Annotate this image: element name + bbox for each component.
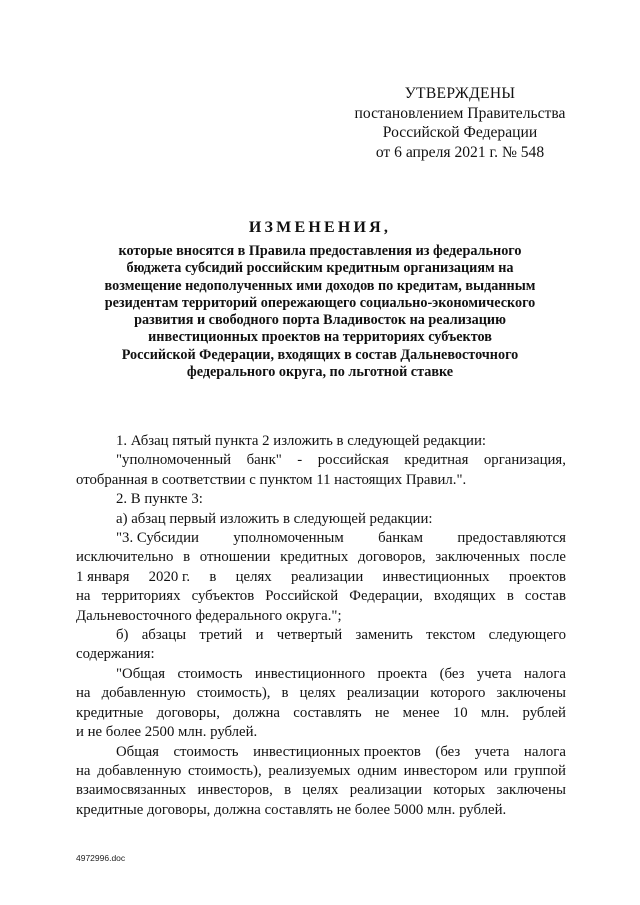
subtitle-line: развития и свободного порта Владивосток на реализацию: [134, 312, 506, 329]
body-word: 10: [452, 704, 468, 721]
body-word: реализации: [346, 685, 420, 702]
body-word: состав: [524, 588, 566, 605]
body-word: одним: [357, 762, 397, 779]
body-word: и: [255, 627, 264, 644]
body-word: Общая: [116, 743, 159, 760]
body-word: стоимость),: [187, 762, 262, 779]
body-word: "Общая: [116, 665, 166, 682]
body-word: на: [76, 762, 91, 779]
body-word: кредитные: [76, 704, 144, 721]
body-word: инвестором: [403, 762, 478, 779]
body-word: (без: [435, 743, 461, 760]
document-title: ИЗМЕНЕНИЯ,: [248, 219, 392, 236]
body-word: четвертый: [276, 627, 343, 644]
subtitle-line: резидентам территорий опережающего социально-экономического: [104, 294, 536, 311]
body-word: кредитных: [280, 549, 349, 566]
body-line: Дальневосточного федерального округа.";: [76, 607, 342, 624]
body-word: в: [183, 549, 191, 566]
subtitle-line: Российской Федерации, входящих в состав Дальневосточного: [121, 346, 519, 363]
body-line-justified: [76, 529, 566, 548]
body-word: целях: [299, 685, 336, 702]
body-word: 2020 г.: [148, 568, 191, 585]
body-word: инвестиционных: [382, 568, 490, 585]
body-word: заключенных: [435, 549, 521, 566]
body-word: следующего: [488, 627, 566, 644]
body-word: в: [506, 588, 514, 605]
body-word: учета: [476, 665, 512, 682]
body-word: проектов: [508, 568, 566, 585]
body-word: которого: [430, 685, 486, 702]
approval-line: Российской Федерации: [382, 124, 538, 142]
body-line: отобранная в соответствии с пунктом 11 настоящих Правил.".: [76, 471, 467, 488]
body-word: взаимосвязанных: [76, 782, 187, 799]
body-word: целях: [235, 568, 272, 585]
body-word: Российской: [265, 588, 339, 605]
body-line-justified: [76, 781, 566, 800]
body-line-justified: [76, 451, 566, 470]
body-word: стоимость),: [196, 685, 271, 702]
body-word: в: [209, 568, 217, 585]
body-word: Федерации,: [349, 588, 423, 605]
body-word: банк": [246, 452, 282, 469]
body-word: налога: [523, 743, 566, 760]
body-line-justified: [76, 665, 566, 684]
body-line-justified: [76, 704, 566, 723]
body-line-justified: [76, 743, 566, 762]
body-word: отношении: [199, 549, 271, 566]
body-word: "3. Субсидии: [116, 530, 199, 547]
body-word: российская: [317, 452, 389, 469]
subtitle-line: возмещение недополученных ими доходов по кредитам, выданным: [104, 277, 536, 294]
body-word: заключены: [496, 782, 566, 799]
body-word: банкам: [378, 530, 424, 547]
body-word: инвесторов,: [197, 782, 273, 799]
body-word: входящих: [433, 588, 496, 605]
body-word: -: [297, 452, 303, 469]
body-word: предоставляются: [457, 530, 566, 547]
body-word: реализуемых: [268, 762, 351, 779]
body-word: после: [529, 549, 566, 566]
body-word: добавленную: [97, 762, 182, 779]
body-word: млн.: [480, 704, 510, 721]
subtitle-line: федерального округа, по льготной ставке: [186, 364, 454, 381]
body-word: исключительно: [76, 549, 174, 566]
body-line-justified: [76, 684, 566, 703]
body-word: абзацы: [141, 627, 187, 644]
body-word: договоры,: [156, 704, 220, 721]
body-word: 1 января: [76, 568, 130, 585]
body-word: в: [281, 685, 289, 702]
body-line-justified: [76, 548, 566, 567]
body-word: проекта: [377, 665, 428, 682]
body-word: стоимость: [177, 665, 243, 682]
approval-block: [340, 84, 580, 162]
body-word: рублей: [522, 704, 566, 721]
approval-date-number: от 6 апреля 2021 г. № 548: [375, 143, 545, 161]
body-word: заключены: [496, 685, 566, 702]
body-word: не: [374, 704, 390, 721]
body-word: инвестиционного: [254, 665, 366, 682]
body-word: (без: [439, 665, 465, 682]
body-word: налога: [523, 665, 566, 682]
document-subtitle: [98, 243, 542, 381]
body-line-justified: [76, 587, 566, 606]
body-line: 2. В пункте 3:: [116, 491, 203, 508]
body-word: текстом: [426, 627, 476, 644]
body-word: учета: [474, 743, 510, 760]
body-word: добавленную: [101, 685, 186, 702]
body-word: договоров,: [357, 549, 426, 566]
body-word: должна: [233, 704, 280, 721]
body-word: реализации: [349, 782, 423, 799]
body-word: на: [76, 685, 91, 702]
body-line: и не более 2500 млн. рублей.: [76, 724, 258, 741]
body-word: организация,: [483, 452, 566, 469]
document-body: [76, 432, 566, 820]
body-word: целях: [302, 782, 339, 799]
body-word: в: [284, 782, 292, 799]
subtitle-line: бюджета субсидий российским кредитным организациям на: [126, 260, 514, 277]
body-word: заменить: [355, 627, 413, 644]
body-word: б): [116, 627, 129, 644]
body-word: менее: [402, 704, 440, 721]
body-word: реализации: [290, 568, 364, 585]
body-line-justified: [76, 762, 566, 781]
body-line-justified: [76, 626, 566, 645]
approval-line: постановлением Правительства: [354, 104, 566, 122]
body-word: "уполномоченный: [116, 452, 232, 469]
subtitle-line: инвестиционных проектов на территориях субъектов: [148, 329, 492, 346]
subtitle-line: которые вносятся в Правила предоставления из федерального: [118, 243, 522, 259]
approval-heading: УТВЕРЖДЕНЫ: [404, 85, 516, 102]
body-word: группой: [514, 762, 566, 779]
body-word: уполномоченным: [233, 530, 344, 547]
body-word: субъектов: [191, 588, 255, 605]
body-word: на: [76, 588, 91, 605]
body-word: кредитная: [404, 452, 469, 469]
body-line: кредитные договоры, должна составлять не более 5000 млн. рублей.: [76, 801, 507, 818]
body-line-justified: [76, 568, 566, 587]
body-word: инвестиционных проектов: [253, 743, 421, 760]
body-line: 1. Абзац пятый пункта 2 изложить в следующей редакции:: [116, 433, 487, 449]
file-name-footer: 4972996.doc: [76, 853, 126, 863]
body-word: или: [484, 762, 508, 779]
body-line: содержания:: [76, 646, 155, 663]
body-word: которых: [433, 782, 486, 799]
body-line: а) абзац первый изложить в следующей редакции:: [116, 510, 433, 527]
body-word: третий: [199, 627, 243, 644]
body-word: территориях: [101, 588, 181, 605]
body-word: стоимость: [173, 743, 239, 760]
body-word: составлять: [293, 704, 362, 721]
